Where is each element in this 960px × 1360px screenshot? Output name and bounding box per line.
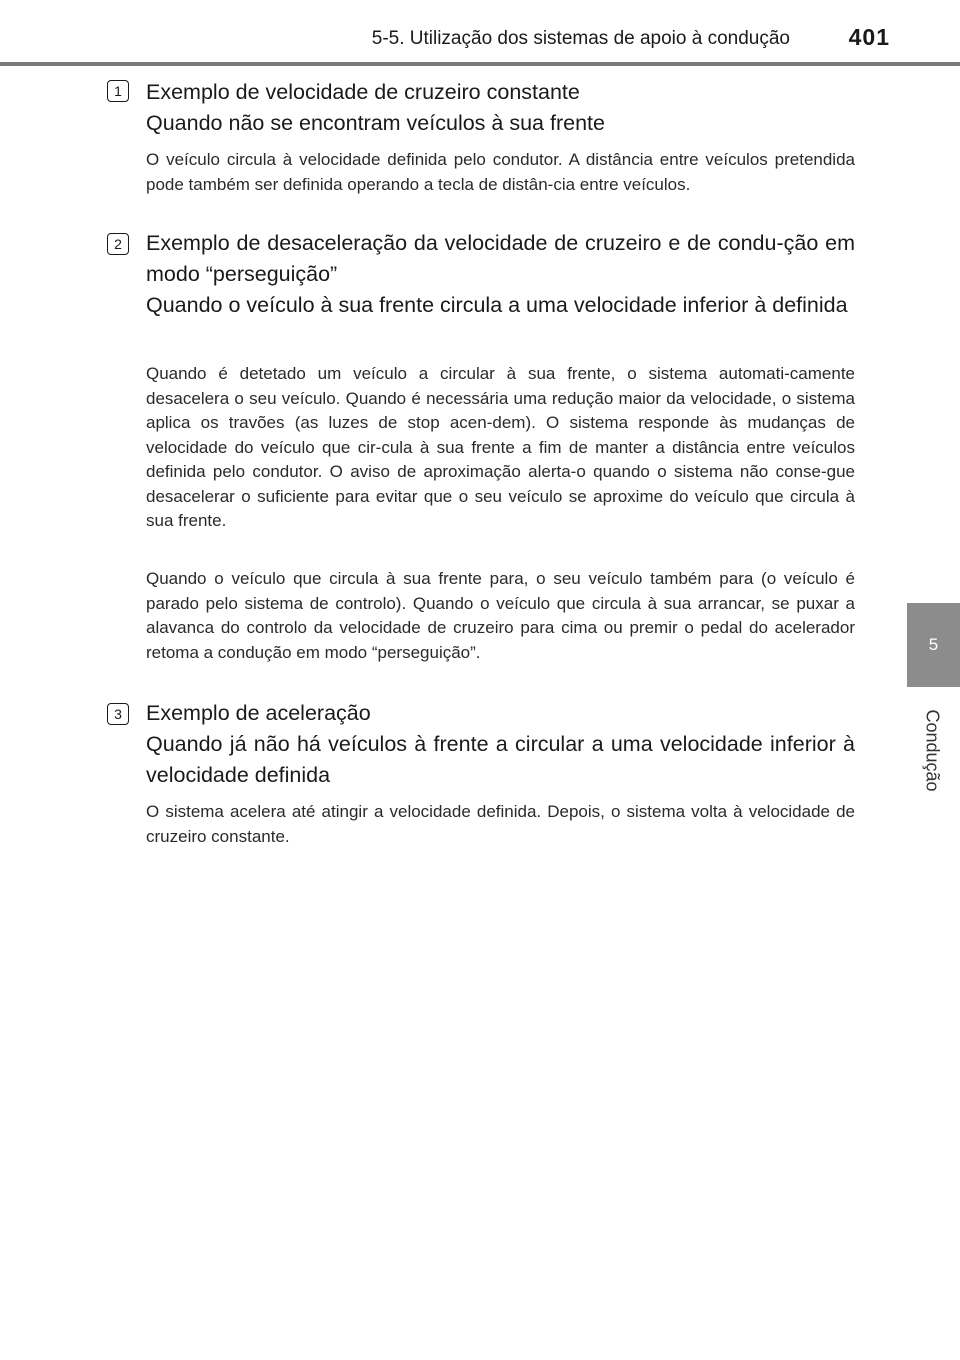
chapter-tab xyxy=(907,603,960,687)
item-paragraph-3-1: O sistema acelera até atingir a velocidade definida. Depois, o sistema volta à velocidade de cruzeiro constante. xyxy=(146,802,855,846)
item-paragraph-2-1: Quando é detetado um veículo a circular à sua frente, o sistema automati-camente desacelera o seu veículo. Quando é necessária uma redução maior da velocidade, o sistema aplica os travões (as luzes de stop acen-dem). O sistema responde às mudanças de velocidade do veículo que cir-cula à sua frente a fim de manter a distância entre veículos definida pelo condutor. O aviso de aproximação alerta-o quando o sistema não conse-gue desacelerar o suficiente para evitar que o seu veículo se aproxime do veículo que circula à sua frente. xyxy=(146,364,855,530)
header-divider xyxy=(0,62,960,66)
item-paragraph-1-1: O veículo circula à velocidade definida pelo condutor. A distância entre veículos pretendida pode também ser definida operando a tecla de distân-cia entre veículos. xyxy=(146,150,855,194)
item-subtitle-3: Quando já não há veículos à frente a circular a uma velocidade inferior à velocidade definida xyxy=(146,732,855,787)
item-subtitle-1: Quando não se encontram veículos à sua frente xyxy=(146,111,605,135)
item-title-2: Exemplo de desaceleração da velocidade de cruzeiro e de condu-ção em modo “perseguição” xyxy=(146,231,855,286)
item-marker-3: 3 xyxy=(107,703,129,725)
item-subtitle-2: Quando o veículo à sua frente circula a uma velocidade inferior à definida xyxy=(146,293,848,317)
item-title-1: Exemplo de velocidade de cruzeiro constante xyxy=(146,80,580,104)
page-number: 401 xyxy=(848,24,890,50)
item-title-3: Exemplo de aceleração xyxy=(146,701,371,725)
chapter-label: Condução xyxy=(922,709,943,792)
item-marker-1: 1 xyxy=(107,80,129,102)
item-paragraph-2-2: Quando o veículo que circula à sua frente para, o seu veículo também para (o veículo é parado pelo sistema de controlo). Quando o veículo que circula à sua arrancar, se puxar a alavanca do controlo da velocidade de cruzeiro para cima ou premir o pedal do acelerador retoma a condução em modo “perseguição”. xyxy=(146,569,855,662)
item-marker-2: 2 xyxy=(107,233,129,255)
section-title: 5-5. Utilização dos sistemas de apoio à condução xyxy=(371,28,790,49)
chapter-number: 5 xyxy=(928,635,939,654)
